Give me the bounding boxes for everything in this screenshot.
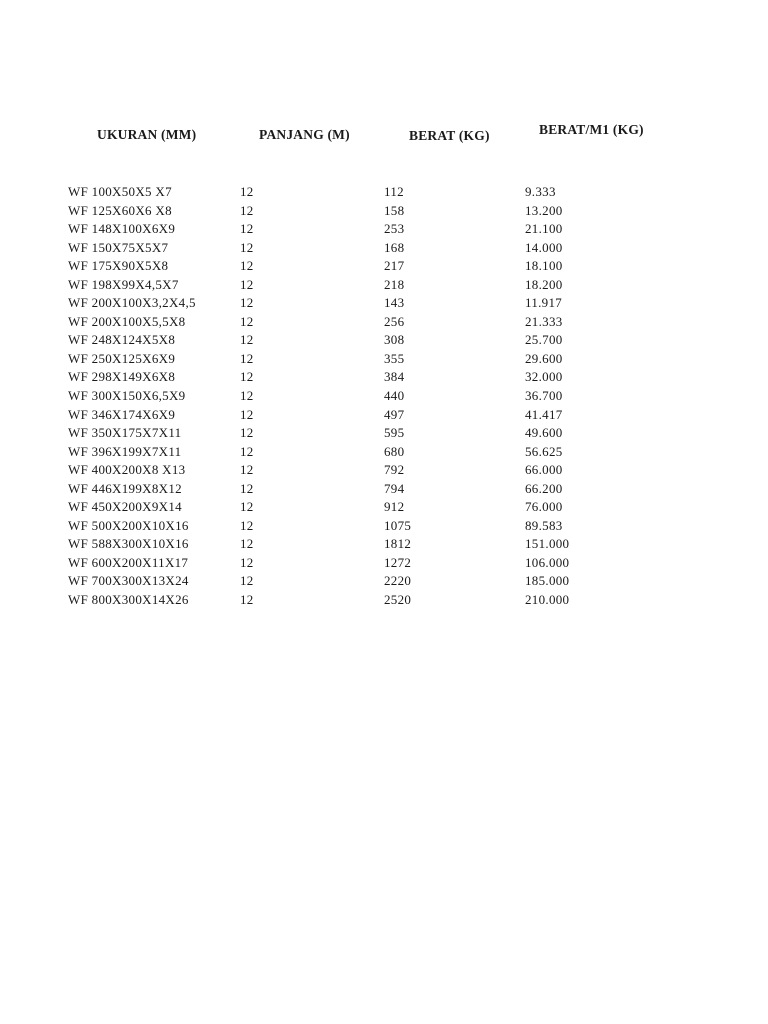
cell-length: 12	[240, 332, 254, 348]
cell-weight-per-m: 66.000	[525, 462, 563, 478]
table-row	[0, 461, 768, 480]
cell-size: WF 600X200X11X17	[68, 554, 189, 570]
cell-size: WF 100X50X5 X7	[68, 184, 172, 199]
table-row	[0, 480, 768, 499]
table-row	[0, 406, 768, 425]
cell-weight-per-m: 49.600	[525, 425, 563, 441]
cell-size: WF 250X125X6X9	[68, 350, 176, 366]
cell-weight-per-m: 89.583	[525, 517, 563, 533]
cell-weight-per-m: 32.000	[525, 369, 563, 385]
cell-length: 12	[240, 443, 254, 459]
table-row	[0, 202, 768, 221]
cell-size: WF 175X90X5X8	[68, 258, 169, 274]
table-row	[0, 387, 768, 406]
cell-weight-per-m: 185.000	[525, 573, 570, 589]
cell-weight-per-m: 56.625	[525, 443, 563, 459]
table-row	[0, 350, 768, 369]
table-row	[0, 591, 768, 610]
cell-size: WF 200X100X3,2X4,5	[68, 295, 196, 311]
cell-weight-per-m: 76.000	[525, 499, 563, 515]
table-row	[0, 535, 768, 554]
cell-length: 12	[240, 202, 254, 218]
column-header-weight: BERAT (KG)	[409, 128, 490, 143]
table-row	[0, 257, 768, 276]
table-row	[0, 183, 768, 202]
cell-size: WF 588X300X10X16	[68, 536, 189, 552]
cell-length: 12	[240, 480, 254, 496]
cell-length: 12	[240, 221, 254, 237]
cell-length: 12	[240, 276, 254, 292]
cell-weight-per-m: 41.417	[525, 406, 563, 422]
table-row	[0, 239, 768, 258]
cell-weight: 158	[384, 202, 405, 218]
cell-length: 12	[240, 536, 254, 552]
cell-size: WF 198X99X4,5X7	[68, 276, 179, 292]
cell-size: WF 450X200X9X14	[68, 499, 182, 515]
cell-weight-per-m: 21.333	[525, 313, 563, 329]
column-header-size: UKURAN (MM)	[97, 127, 197, 142]
table-row	[0, 276, 768, 295]
cell-size: WF 200X100X5,5X8	[68, 313, 186, 329]
cell-weight: 308	[384, 332, 405, 348]
cell-weight-per-m: 9.333	[525, 184, 556, 199]
cell-length: 12	[240, 258, 254, 274]
cell-weight-per-m: 11.917	[525, 295, 563, 311]
cell-size: WF 446X199X8X12	[68, 480, 182, 496]
cell-length: 12	[240, 554, 254, 570]
cell-size: WF 346X174X6X9	[68, 406, 176, 422]
table-row	[0, 294, 768, 313]
table-row	[0, 220, 768, 239]
cell-weight: 1075	[384, 517, 412, 533]
cell-length: 12	[240, 313, 254, 329]
table-row	[0, 498, 768, 517]
cell-size: WF 800X300X14X26	[68, 592, 189, 608]
cell-size: WF 700X300X13X24	[68, 573, 189, 589]
cell-length: 12	[240, 239, 254, 255]
cell-size: WF 148X100X6X9	[68, 221, 176, 237]
cell-length: 12	[240, 184, 254, 199]
cell-weight: 384	[384, 369, 405, 385]
table-row	[0, 313, 768, 332]
cell-weight: 217	[384, 258, 405, 274]
data-table-body	[0, 183, 768, 610]
cell-weight: 168	[384, 239, 405, 255]
table-row	[0, 368, 768, 387]
cell-weight: 2520	[384, 592, 412, 608]
cell-weight-per-m: 106.000	[525, 554, 570, 570]
cell-weight: 2220	[384, 573, 412, 589]
cell-weight: 792	[384, 462, 405, 478]
cell-size: WF 500X200X10X16	[68, 517, 189, 533]
cell-weight: 143	[384, 295, 405, 311]
cell-weight: 912	[384, 499, 405, 515]
cell-length: 12	[240, 388, 254, 404]
cell-weight-per-m: 14.000	[525, 239, 563, 255]
cell-weight-per-m: 18.200	[525, 276, 563, 292]
table-row	[0, 517, 768, 536]
cell-size: WF 248X124X5X8	[68, 332, 176, 348]
cell-weight-per-m: 13.200	[525, 202, 563, 218]
table-row	[0, 443, 768, 462]
table-row	[0, 331, 768, 350]
cell-length: 12	[240, 592, 254, 608]
table-row	[0, 424, 768, 443]
cell-length: 12	[240, 462, 254, 478]
cell-weight-per-m: 25.700	[525, 332, 563, 348]
cell-length: 12	[240, 350, 254, 366]
cell-weight-per-m: 21.100	[525, 221, 563, 237]
cell-size: WF 150X75X5X7	[68, 239, 169, 255]
cell-weight: 355	[384, 350, 405, 366]
cell-weight: 440	[384, 388, 405, 404]
cell-weight-per-m: 18.100	[525, 258, 563, 274]
cell-length: 12	[240, 573, 254, 589]
cell-weight: 595	[384, 425, 405, 441]
cell-weight: 1272	[384, 554, 412, 570]
cell-weight-per-m: 66.200	[525, 480, 563, 496]
table-row	[0, 554, 768, 573]
cell-weight: 497	[384, 406, 405, 422]
cell-length: 12	[240, 369, 254, 385]
cell-weight: 112	[384, 184, 404, 199]
cell-weight-per-m: 151.000	[525, 536, 570, 552]
cell-size: WF 298X149X6X8	[68, 369, 176, 385]
cell-length: 12	[240, 406, 254, 422]
cell-length: 12	[240, 425, 254, 441]
cell-length: 12	[240, 517, 254, 533]
cell-size: WF 400X200X8 X13	[68, 462, 186, 478]
cell-weight-per-m: 29.600	[525, 350, 563, 366]
cell-weight: 680	[384, 443, 405, 459]
column-header-length: PANJANG (M)	[259, 127, 350, 142]
table-row	[0, 572, 768, 591]
cell-weight: 794	[384, 480, 405, 496]
cell-size: WF 396X199X7X11	[68, 443, 182, 459]
column-header-weight-per-m: BERAT/M1 (KG)	[539, 122, 644, 137]
cell-weight-per-m: 36.700	[525, 388, 563, 404]
cell-weight: 218	[384, 276, 405, 292]
cell-length: 12	[240, 499, 254, 515]
cell-weight: 253	[384, 221, 405, 237]
cell-size: WF 125X60X6 X8	[68, 202, 172, 218]
cell-weight: 256	[384, 313, 405, 329]
cell-length: 12	[240, 295, 254, 311]
cell-size: WF 300X150X6,5X9	[68, 388, 186, 404]
cell-weight: 1812	[384, 536, 412, 552]
cell-size: WF 350X175X7X11	[68, 425, 182, 441]
cell-weight-per-m: 210.000	[525, 592, 570, 608]
